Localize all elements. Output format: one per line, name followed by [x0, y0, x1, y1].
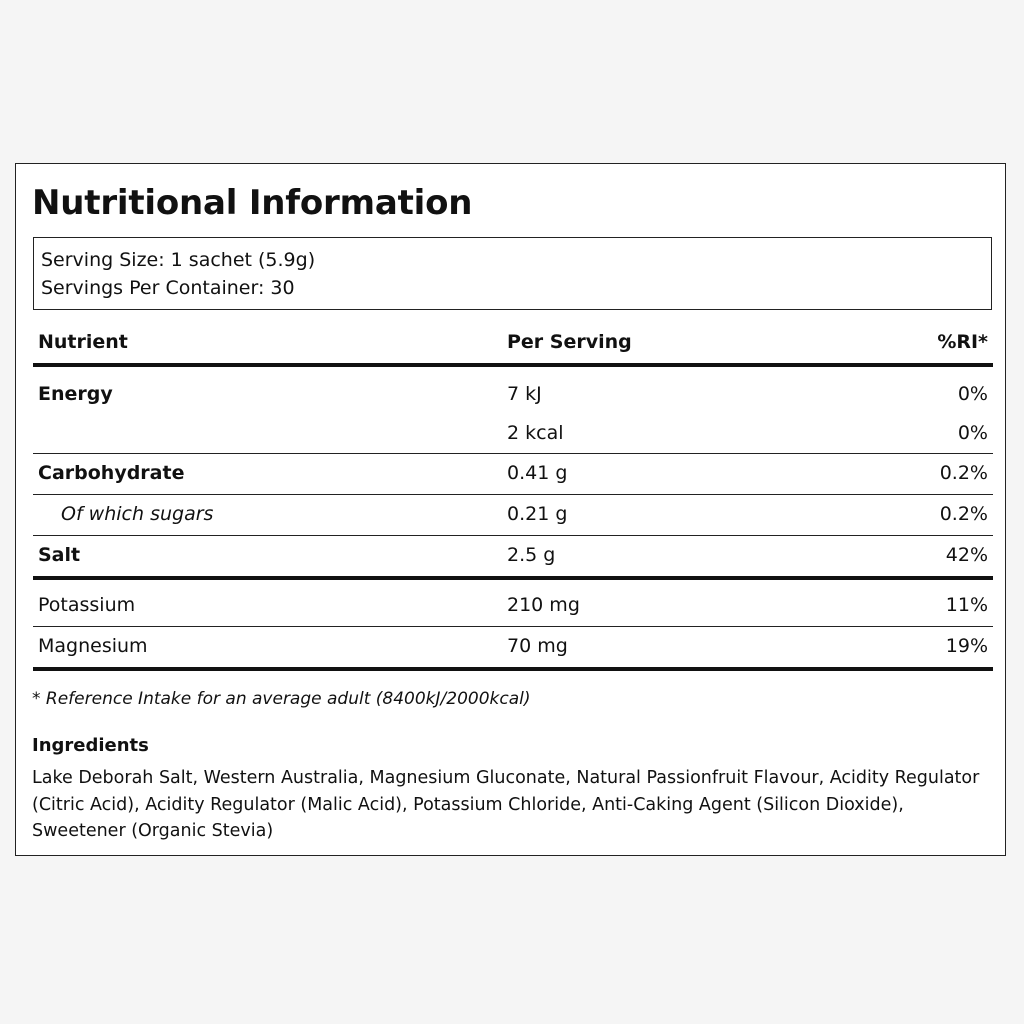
- energy-kj-ri: 0%: [957, 383, 988, 405]
- carbohydrate-ri: 0.2%: [939, 462, 988, 484]
- serving-size: Serving Size: 1 sachet (5.9g): [41, 249, 316, 271]
- nutrition-panel: [15, 163, 1006, 856]
- ingredients-list: Lake Deborah Salt, Western Australia, Magnesium Gluconate, Natural Passionfruit Flavour, Acidity Regulator (Citric Acid), Acidity Regulator (Malic Acid), Potassium Chloride, Anti-Caking Agent (Silicon Dioxide), Sweetener (Organic Stevia): [32, 768, 980, 841]
- magnesium-value: 70 mg: [507, 635, 568, 657]
- table-row-energy: [33, 367, 993, 453]
- salt-label: Salt: [38, 544, 81, 566]
- ri-footnote: * Reference Intake for an average adult (8400kJ/2000kcal): [32, 689, 531, 709]
- magnesium-ri: 19%: [945, 635, 988, 657]
- table-row-carbohydrate: [33, 454, 993, 494]
- energy-label: Energy: [38, 383, 113, 405]
- header-per-serving: Per Serving: [507, 331, 632, 353]
- sugars-value: 0.21 g: [507, 503, 568, 525]
- salt-value: 2.5 g: [507, 544, 556, 566]
- energy-kj-value: 7 kJ: [507, 383, 542, 405]
- salt-ri: 42%: [945, 544, 988, 566]
- potassium-label: Potassium: [38, 594, 136, 616]
- potassium-value: 210 mg: [507, 594, 580, 616]
- carbohydrate-label: Carbohydrate: [38, 462, 185, 484]
- table-row-sugars: [33, 495, 993, 535]
- table-row-salt: [33, 536, 993, 576]
- sugars-label: Of which sugars: [61, 503, 214, 525]
- table-header-row: [33, 327, 993, 363]
- table-row-magnesium: [33, 627, 993, 667]
- potassium-ri: 11%: [945, 594, 988, 616]
- carbohydrate-value: 0.41 g: [507, 462, 568, 484]
- ingredients-heading: Ingredients: [32, 735, 149, 756]
- sugars-ri: 0.2%: [939, 503, 988, 525]
- table-row-potassium: [33, 580, 993, 626]
- header-nutrient: Nutrient: [38, 331, 128, 353]
- energy-kcal-value: 2 kcal: [507, 422, 564, 444]
- table-bottom-divider: [33, 667, 993, 671]
- magnesium-label: Magnesium: [38, 635, 148, 657]
- servings-per-container: Servings Per Container: 30: [41, 277, 295, 299]
- energy-kcal-ri: 0%: [957, 422, 988, 444]
- nutrition-table: [33, 327, 993, 671]
- page-title: Nutritional Information: [32, 183, 473, 223]
- header-ri: %RI*: [937, 331, 988, 353]
- serving-info-box: [33, 237, 992, 310]
